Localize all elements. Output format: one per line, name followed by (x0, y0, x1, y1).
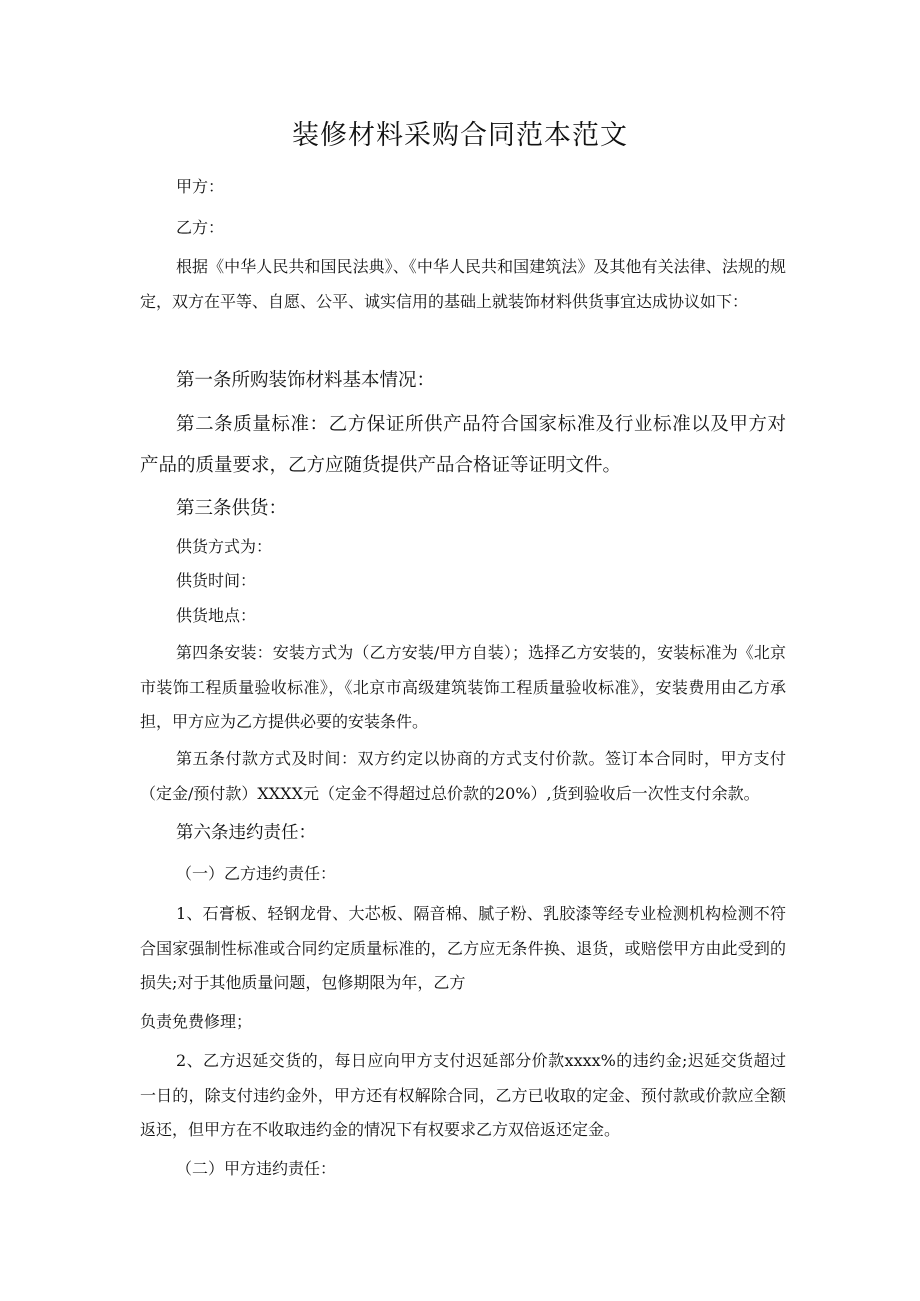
article-2-paragraph: 第二条质量标准：乙方保证所供产品符合国家标准及行业标准以及甲方对产品的质量要求，乙方应随货提供产品合格证等证明文件。 (140, 414, 786, 476)
article-3-heading: 第三条供货： (176, 498, 288, 519)
supply-method-line: 供货方式为： (176, 537, 273, 556)
liability-item-1-continuation: 负责免费修理； (140, 1012, 253, 1031)
liability-item-1: 1、石膏板、轻钢龙骨、大芯板、隔音棉、腻子粉、乳胶漆等经专业检测机构检测不符合国家强制性标准或合同约定质量标准的，乙方应无条件换、退货，或赔偿甲方由此受到的损失;对于其他质量问题，包修期限为年，乙方 (140, 904, 786, 992)
article-5-paragraph: 第五条付款方式及时间：双方约定以协商的方式支付价款。签订本合同时，甲方支付（定金/预付款）XXXX元（定金不得超过总价款的20%）,货到验收后一次性支付余款。 (140, 749, 786, 803)
article-6-heading: 第六条违约责任： (176, 823, 316, 843)
party-a-liability-heading: （二）甲方违约责任： (176, 1159, 337, 1178)
article-4-paragraph: 第四条安装：安装方式为（乙方安装/甲方自装）；选择乙方安装的，安装标准为《北京市装饰工程质量验收标准》，《北京市高级建筑装饰工程质量验收标准》，安装费用由乙方承担，甲方应为乙方提供必要的安装条件。 (140, 643, 786, 731)
liability-item-2: 2、乙方迟延交货的，每日应向甲方支付迟延部分价款xxxx%的违约金;迟延交货超过一日的，除支付违约金外，甲方还有权解除合同，乙方已收取的定金、预付款或价款应全额返还，但甲方在不收取违约金的情况下有权要求乙方双倍返还定金。 (140, 1051, 786, 1139)
article-1-heading: 第一条所购装饰材料基本情况： (176, 370, 436, 391)
party-a-line: 甲方： (176, 177, 225, 196)
supply-time-line: 供货时间： (176, 571, 257, 590)
document-title: 装修材料采购合同范本范文 (292, 120, 628, 151)
preamble-paragraph: 根据《中华人民共和国民法典》、《中华人民共和国建筑法》及其他有关法律、法规的规定，双方在平等、自愿、公平、诚实信用的基础上就装饰材料供货事宜达成协议如下： (140, 257, 786, 311)
supply-place-line: 供货地点： (176, 606, 257, 625)
party-b-liability-heading: （一）乙方违约责任： (176, 864, 337, 883)
party-b-line: 乙方： (176, 218, 225, 237)
